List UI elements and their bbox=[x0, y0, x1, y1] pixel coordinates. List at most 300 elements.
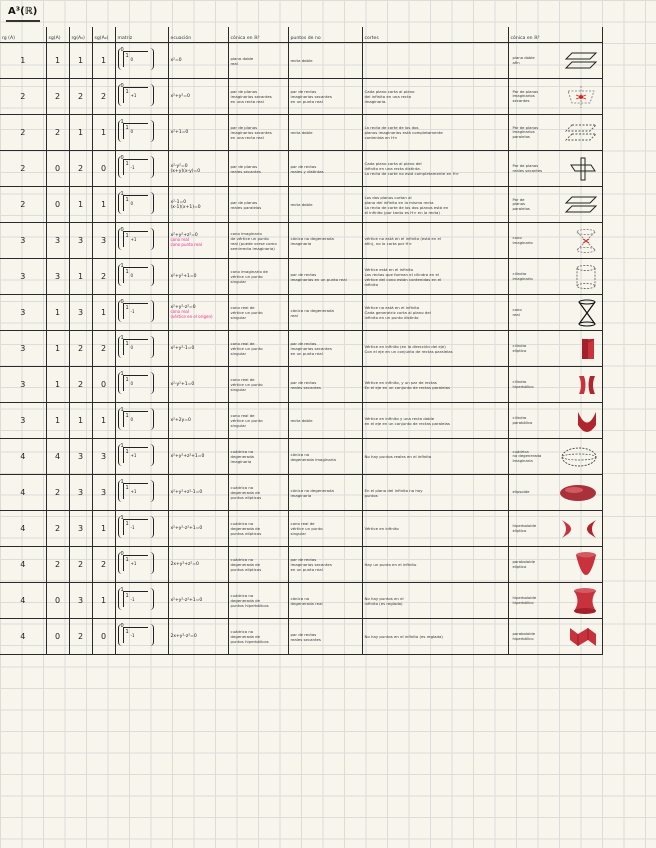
conic-type-line: puntos elípticos bbox=[230, 567, 262, 572]
conic-type-line: singular bbox=[230, 279, 247, 284]
figure-cell bbox=[508, 43, 602, 79]
rank-signature-cell: 3 bbox=[92, 223, 115, 259]
equation-note: (vértice en el origen) bbox=[170, 314, 213, 319]
rank-signature-cell: 1 bbox=[92, 43, 115, 79]
header-cell: cónica en ℝ³ bbox=[228, 27, 288, 43]
conic-type-line: cono real de bbox=[230, 341, 255, 346]
cuts-line: Vértice en infinito (en la dirección del eje) bbox=[364, 343, 446, 349]
matrix-sketch bbox=[118, 516, 154, 538]
conic-type-line: par de planos bbox=[230, 199, 258, 205]
conic-type-line: degenerada de bbox=[230, 526, 261, 531]
points-line: degenerada real bbox=[290, 600, 323, 606]
cuts-cell bbox=[362, 331, 508, 367]
figure-label-line: Par de bbox=[512, 196, 525, 202]
cuts-line: La recta de corte de los dos planos está en bbox=[364, 204, 449, 210]
conic-type-line: en una recta real bbox=[230, 135, 264, 140]
equation-cell bbox=[168, 187, 228, 223]
matrix-sketch bbox=[118, 192, 154, 214]
cuts-line: Vértice en infinito, y un par de rectas bbox=[364, 379, 437, 385]
figure-label bbox=[513, 90, 553, 104]
parallel-planes-icon bbox=[564, 50, 598, 72]
cuts-line: planos imaginarios está completamente bbox=[364, 130, 443, 135]
rank-signature-cell: 3 bbox=[46, 223, 69, 259]
matrix-entry: 1 bbox=[125, 628, 129, 635]
rank-signature-cell: 3 bbox=[69, 295, 92, 331]
matrix-cell bbox=[115, 223, 168, 259]
equation-cell bbox=[168, 295, 228, 331]
figure-label bbox=[513, 198, 553, 212]
rank-signature-cell: 1 bbox=[69, 115, 92, 151]
conic-type-cell bbox=[228, 511, 288, 547]
rank-signature-cell: 3 bbox=[69, 475, 92, 511]
matrix-sketch bbox=[118, 120, 154, 142]
points-line: en un punto real bbox=[290, 567, 323, 572]
matrix-entry: 1 bbox=[125, 412, 129, 419]
points-line: imaginarias secantes bbox=[290, 562, 332, 567]
matrix-entry: 1 bbox=[125, 88, 129, 95]
cuts-cell bbox=[362, 367, 508, 403]
points-cell bbox=[288, 403, 362, 439]
equation: x²+y²+1=0 bbox=[170, 274, 197, 279]
hyperbolic-cylinder-icon bbox=[576, 373, 598, 397]
rank-signature-cell: 2 bbox=[46, 511, 69, 547]
matrix-entry: 1 bbox=[120, 442, 124, 449]
rank-signature-cell: 0 bbox=[46, 151, 69, 187]
figure-cell bbox=[508, 439, 602, 475]
matrix-entry: 0 bbox=[130, 128, 134, 134]
conic-type-line: cuádrica no bbox=[230, 485, 254, 490]
figure-label-line: elipsoide bbox=[512, 489, 530, 495]
figure-label-line: imaginarios bbox=[512, 93, 535, 99]
rank-signature-cell: 2 bbox=[92, 259, 115, 295]
equation-note: cono punto real bbox=[170, 242, 202, 247]
matrix-entry: 0 bbox=[130, 380, 134, 386]
equation-note: (x-1)(x+1)=0 bbox=[170, 204, 201, 210]
conic-type-line: degenerada de bbox=[230, 562, 261, 567]
matrix-entry: 1 bbox=[120, 370, 124, 377]
table-row bbox=[0, 547, 602, 583]
parallel-planes-icon bbox=[564, 194, 598, 216]
matrix-sketch bbox=[118, 300, 154, 322]
real-cone-icon bbox=[576, 299, 598, 327]
matrix-sketch bbox=[118, 264, 154, 286]
points-line: cónica no degenerada bbox=[290, 235, 334, 241]
rank-signature-cell: 2 bbox=[69, 331, 92, 367]
cuts-line: afín), no lo corta por H∞ bbox=[364, 240, 412, 246]
table-row bbox=[0, 259, 602, 295]
cuts-cell bbox=[362, 583, 508, 619]
cuts-line: infinito en un punto distinto bbox=[364, 315, 419, 320]
cuts-line: Los dos planos cortan al bbox=[364, 194, 412, 200]
conic-type-line: singular bbox=[230, 315, 247, 320]
cuts-line: Cada generatriz corta al plano del bbox=[364, 310, 431, 315]
figure-label-line: plano doble bbox=[512, 54, 535, 60]
matrix-entry: 1 bbox=[125, 484, 129, 491]
cuts-line: Las rectas que forman el cilindro en el bbox=[364, 271, 439, 277]
dashed-ellipsoid-icon bbox=[560, 446, 598, 468]
figure-label-line: reales secantes bbox=[512, 167, 543, 173]
points-line: cónica no bbox=[290, 595, 310, 601]
points-line: par de rectas bbox=[290, 89, 317, 94]
conic-type-line: cono real de bbox=[230, 305, 255, 310]
rank-signature-cell: 4 bbox=[0, 619, 46, 655]
table-row bbox=[0, 619, 602, 655]
matrix-entry: -1 bbox=[130, 596, 135, 602]
rank-signature-cell: 2 bbox=[92, 547, 115, 583]
points-line: par de rectas bbox=[290, 631, 317, 637]
rank-signature-cell: 3 bbox=[0, 223, 46, 259]
matrix-entry: +1 bbox=[130, 452, 137, 458]
conic-type-cell bbox=[228, 331, 288, 367]
cuts-line: vértice del cono están contenidas en el bbox=[364, 276, 442, 282]
matrix-cell bbox=[115, 367, 168, 403]
equation: x²+y²-z²+1=0 bbox=[170, 598, 203, 603]
header-cell: ecuación bbox=[168, 27, 228, 43]
cuts-line: Con el eje en un conjunto de rectas paralelas bbox=[364, 348, 453, 354]
rank-signature-cell: 1 bbox=[0, 43, 46, 79]
rank-signature-cell: 4 bbox=[0, 547, 46, 583]
points-line: imaginarias secantes bbox=[290, 94, 332, 99]
rank-signature-cell: 3 bbox=[46, 259, 69, 295]
points-line: par de rectas bbox=[290, 379, 317, 385]
figure-label-line: hiperboloide bbox=[512, 594, 537, 600]
saddle-icon bbox=[568, 624, 598, 650]
conic-type-line: cono real de bbox=[230, 413, 255, 418]
rank-signature-cell: 1 bbox=[46, 43, 69, 79]
figure-cell bbox=[508, 187, 602, 223]
conic-type-line: singular bbox=[230, 423, 247, 428]
matrix-cell bbox=[115, 187, 168, 223]
conic-type-line: cuádrica no bbox=[230, 629, 254, 634]
figure-label-line: imaginario bbox=[512, 239, 533, 245]
rank-signature-cell: 3 bbox=[92, 475, 115, 511]
matrix-entry: 1 bbox=[125, 232, 129, 239]
table-row bbox=[0, 79, 602, 115]
conic-type-line: cono real de bbox=[230, 377, 255, 382]
conic-type-line: par de planos bbox=[230, 89, 258, 94]
cuts-line: imaginaria. bbox=[364, 99, 387, 104]
equation-cell bbox=[168, 511, 228, 547]
figure-cell bbox=[508, 331, 602, 367]
points-cell bbox=[288, 223, 362, 259]
matrix-cell bbox=[115, 583, 168, 619]
conic-type-line: puntos hiperbólicos bbox=[230, 603, 269, 608]
points-line: recta doble bbox=[290, 202, 313, 207]
points-line: par de rectas bbox=[290, 557, 317, 562]
figure-label-line: paralelos bbox=[512, 133, 530, 139]
rank-signature-cell: 2 bbox=[69, 151, 92, 187]
points-cell bbox=[288, 295, 362, 331]
conic-type-cell bbox=[228, 583, 288, 619]
conic-type-line: vértice un punto bbox=[230, 310, 263, 315]
matrix-cell bbox=[115, 115, 168, 151]
figure-cell bbox=[508, 547, 602, 583]
cuts-cell bbox=[362, 43, 508, 79]
figure-label-line: paraboloide bbox=[512, 630, 536, 636]
conic-type-cell bbox=[228, 259, 288, 295]
header-cell: sg(A₀) bbox=[92, 27, 115, 43]
matrix-entry: 1 bbox=[125, 340, 129, 347]
matrix-entry: 1 bbox=[120, 334, 124, 341]
figure-label bbox=[513, 56, 553, 65]
conic-type-line: degenerada de bbox=[230, 490, 261, 495]
points-line: vértice un punto bbox=[290, 526, 323, 531]
conic-type-cell bbox=[228, 43, 288, 79]
conic-type-cell bbox=[228, 115, 288, 151]
equation: x²+2y=0 bbox=[170, 418, 191, 423]
conic-type-cell bbox=[228, 187, 288, 223]
rank-signature-cell: 2 bbox=[0, 187, 46, 223]
matrix-cell bbox=[115, 295, 168, 331]
matrix-entry: 0 bbox=[130, 344, 134, 350]
table-row bbox=[0, 511, 602, 547]
rank-signature-cell: 3 bbox=[69, 511, 92, 547]
points-line: cono real de bbox=[290, 521, 315, 526]
rank-signature-cell: 2 bbox=[46, 475, 69, 511]
conic-type-line: de vértice un punto bbox=[230, 235, 269, 241]
conic-type-line: cuádrica no bbox=[230, 521, 254, 526]
conic-type-line: real (puede verse como bbox=[230, 240, 277, 246]
matrix-cell bbox=[115, 439, 168, 475]
rank-signature-cell: 1 bbox=[46, 295, 69, 331]
rank-signature-cell: 1 bbox=[69, 43, 92, 79]
matrix-entry: 1 bbox=[120, 118, 124, 125]
matrix-entry: 0 bbox=[130, 200, 134, 206]
points-line: cónica no degenerada bbox=[290, 307, 334, 313]
matrix-sketch bbox=[118, 624, 154, 646]
points-line: reales y distintas bbox=[290, 168, 324, 174]
cuts-line: En el eje en un conjunto de rectas paralelas bbox=[364, 384, 451, 390]
cuts-line: Cada plano corta al plano del bbox=[364, 161, 422, 166]
rank-signature-cell: 1 bbox=[92, 187, 115, 223]
points-cell bbox=[288, 115, 362, 151]
heading-underline bbox=[6, 20, 40, 22]
equation-cell bbox=[168, 475, 228, 511]
equation: x²+y²-1=0 bbox=[170, 346, 195, 351]
matrix-entry: 1 bbox=[125, 592, 129, 599]
conic-type-line: par de planos bbox=[230, 163, 258, 169]
conic-type-line: vértice un punto bbox=[230, 382, 263, 387]
conic-type-line: singular bbox=[230, 351, 247, 356]
conic-type-line: degenerada de bbox=[230, 634, 261, 639]
rank-signature-cell: 3 bbox=[69, 583, 92, 619]
figure-label-line: Par de planos bbox=[512, 88, 539, 94]
matrix-cell bbox=[115, 151, 168, 187]
matrix-cell bbox=[115, 403, 168, 439]
matrix-sketch bbox=[118, 372, 154, 394]
table-row bbox=[0, 187, 602, 223]
rank-signature-cell: 0 bbox=[46, 583, 69, 619]
equation-cell bbox=[168, 367, 228, 403]
cylinder-icon bbox=[574, 264, 598, 290]
matrix-entry: 0 bbox=[130, 56, 134, 62]
rank-signature-cell: 2 bbox=[46, 115, 69, 151]
figure-label bbox=[513, 380, 553, 389]
matrix-entry: 0 bbox=[120, 622, 124, 629]
rank-signature-cell: 1 bbox=[69, 259, 92, 295]
points-line: par de rectas bbox=[290, 341, 317, 346]
header-cell: cónica en ℝ³ bbox=[508, 27, 602, 43]
equation: x²=0 bbox=[170, 58, 182, 63]
conic-type-cell bbox=[228, 223, 288, 259]
points-line: reales secantes bbox=[290, 384, 321, 390]
conic-type-line: degenerada bbox=[230, 454, 254, 459]
matrix-entry: 0 bbox=[130, 272, 134, 278]
matrix-entry: 0 bbox=[120, 82, 124, 89]
figure-label bbox=[513, 524, 553, 533]
matrix-entry: -1 bbox=[130, 632, 135, 638]
conic-type-line: cuádrica no bbox=[230, 593, 254, 598]
points-line: reales secantes bbox=[290, 636, 321, 642]
conic-type-cell bbox=[228, 295, 288, 331]
figure-label-line: cuádrica bbox=[512, 448, 529, 454]
rank-signature-cell: 0 bbox=[46, 187, 69, 223]
figure-label-line: imaginarios bbox=[512, 129, 535, 135]
rank-signature-cell: 2 bbox=[0, 115, 46, 151]
equation-cell bbox=[168, 619, 228, 655]
equation-cell bbox=[168, 79, 228, 115]
matrix-entry: 1 bbox=[125, 520, 129, 527]
rank-signature-cell: 4 bbox=[46, 439, 69, 475]
matrix-entry: -1 bbox=[130, 164, 135, 170]
matrix-entry: 0 bbox=[120, 550, 124, 557]
equation: x²+y²=0 bbox=[170, 94, 190, 99]
matrix-entry: 1 bbox=[125, 196, 129, 203]
rank-signature-cell: 1 bbox=[92, 511, 115, 547]
conic-type-line: reales paralelos bbox=[230, 204, 262, 210]
rank-signature-cell: 2 bbox=[69, 619, 92, 655]
rank-signature-cell: 3 bbox=[92, 439, 115, 475]
conic-type-cell bbox=[228, 547, 288, 583]
equation-cell bbox=[168, 583, 228, 619]
matrix-sketch bbox=[118, 480, 154, 502]
rank-signature-cell: 4 bbox=[0, 511, 46, 547]
rank-signature-cell: 2 bbox=[92, 331, 115, 367]
header-cell: puntos de no bbox=[288, 27, 362, 43]
cuts-line: del infinito en una recta bbox=[364, 94, 411, 99]
matrix-sketch bbox=[118, 444, 154, 466]
table-row bbox=[0, 151, 602, 187]
elliptic-paraboloid-icon bbox=[574, 551, 598, 579]
points-line: imaginaria bbox=[290, 240, 312, 246]
equation: x²+y²-z²+1=0 bbox=[170, 526, 203, 531]
rank-signature-cell: 1 bbox=[92, 295, 115, 331]
header-cell: matriz bbox=[115, 27, 168, 43]
cuts-line: infinito en una recta distinta. bbox=[364, 166, 421, 171]
header-cell: rg(A₀) bbox=[69, 27, 92, 43]
figure-label bbox=[513, 596, 553, 605]
equation-cell bbox=[168, 331, 228, 367]
figure-cell bbox=[508, 583, 602, 619]
matrix-entry: 0 bbox=[120, 154, 124, 161]
figure-label-line: real bbox=[512, 311, 520, 317]
rank-signature-cell: 1 bbox=[92, 403, 115, 439]
conic-type-line: vértice un punto bbox=[230, 346, 263, 351]
cuts-line: No hay puntos reales en el infinito bbox=[364, 454, 432, 459]
matrix-sketch bbox=[118, 228, 154, 250]
header-cell: sg(A) bbox=[46, 27, 69, 43]
points-cell bbox=[288, 331, 362, 367]
matrix-entry: +1 bbox=[130, 92, 137, 98]
rank-signature-cell: 2 bbox=[92, 79, 115, 115]
rank-signature-cell: 0 bbox=[92, 367, 115, 403]
conic-type-line: puntos elípticos bbox=[230, 495, 262, 500]
matrix-cell bbox=[115, 43, 168, 79]
cuts-line: puntos bbox=[364, 492, 378, 498]
rank-signature-cell: 3 bbox=[0, 403, 46, 439]
cuts-line: La recta de corte no está completamente en H∞ bbox=[364, 171, 459, 176]
table-row bbox=[0, 403, 602, 439]
points-cell bbox=[288, 511, 362, 547]
cuts-line: Vértice está en el infinito bbox=[364, 266, 414, 272]
points-cell bbox=[288, 151, 362, 187]
conic-type-line: real bbox=[230, 60, 238, 66]
matrix-cell bbox=[115, 259, 168, 295]
equation-note: cono real bbox=[170, 237, 189, 243]
figure-cell bbox=[508, 619, 602, 655]
figure-label-line: paralelos bbox=[512, 205, 530, 211]
table-row bbox=[0, 367, 602, 403]
points-line: par de rectas bbox=[290, 271, 317, 277]
cuts-cell bbox=[362, 511, 508, 547]
figure-cell bbox=[508, 511, 602, 547]
matrix-entry: +1 bbox=[130, 488, 137, 494]
rank-signature-cell: 0 bbox=[92, 619, 115, 655]
cuts-cell bbox=[362, 295, 508, 331]
figure-cell bbox=[508, 151, 602, 187]
figure-label-line: afín bbox=[512, 59, 520, 65]
cuts-cell bbox=[362, 223, 508, 259]
points-line: en un punto real bbox=[290, 351, 323, 356]
cuts-line: infinito bbox=[364, 281, 378, 287]
cuts-cell bbox=[362, 439, 508, 475]
figure-label bbox=[513, 272, 553, 281]
matrix-entry: 0 bbox=[130, 416, 134, 422]
figure-cell bbox=[508, 295, 602, 331]
table-row bbox=[0, 331, 602, 367]
equation-note: cono real bbox=[170, 309, 189, 315]
equation: x²+y²+z²+1=0 bbox=[170, 454, 205, 459]
conic-type-line: imaginaria bbox=[230, 459, 252, 464]
cuts-cell bbox=[362, 259, 508, 295]
crossing-planes-icon bbox=[568, 156, 598, 182]
equation: x²+y²-z²=0 bbox=[170, 305, 196, 311]
matrix-cell bbox=[115, 331, 168, 367]
matrix-entry: -1 bbox=[130, 308, 135, 314]
conic-type-line: cono imaginario bbox=[230, 230, 262, 236]
matrix-entry: 1 bbox=[125, 124, 129, 131]
figure-cell bbox=[508, 223, 602, 259]
secant-planes-icon bbox=[564, 85, 598, 109]
matrix-sketch bbox=[118, 156, 154, 178]
matrix-entry: 1 bbox=[125, 304, 129, 311]
rank-signature-cell: 1 bbox=[69, 403, 92, 439]
figure-label-line: elíptico bbox=[512, 347, 527, 353]
rank-signature-cell: 3 bbox=[69, 439, 92, 475]
equation: 2x+y²+z²=0 bbox=[170, 562, 199, 567]
figure-label bbox=[513, 164, 553, 173]
equation: x²+1=0 bbox=[170, 130, 189, 135]
matrix-cell bbox=[115, 547, 168, 583]
conic-type-line: plano doble bbox=[230, 55, 254, 61]
equation-cell bbox=[168, 151, 228, 187]
rank-signature-cell: 3 bbox=[0, 331, 46, 367]
conic-type-line: puntos elípticos bbox=[230, 531, 262, 536]
figure-label-line: elíptico bbox=[512, 563, 527, 569]
cuts-cell bbox=[362, 187, 508, 223]
points-cell bbox=[288, 475, 362, 511]
points-line: recta doble bbox=[290, 58, 313, 63]
